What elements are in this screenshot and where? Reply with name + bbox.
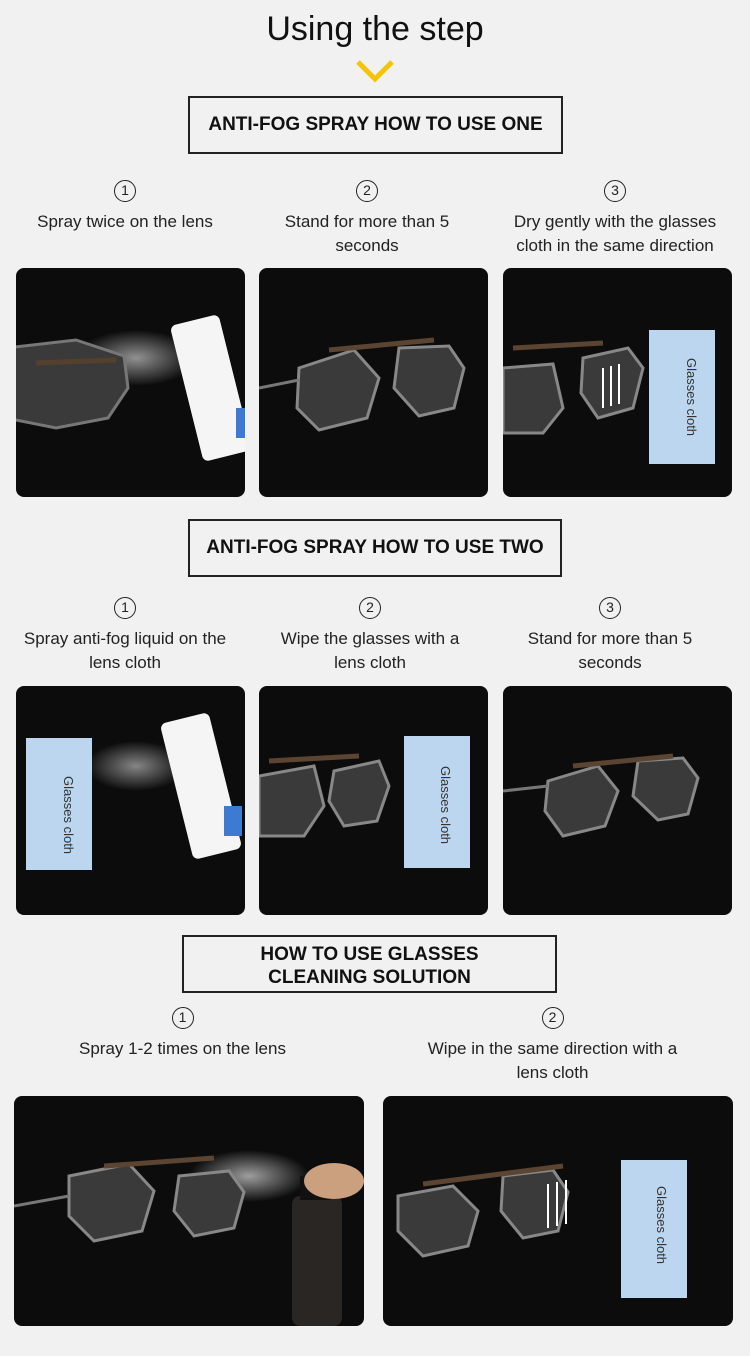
step-item — [420, 1007, 685, 1085]
step-number: 1 — [172, 1007, 194, 1029]
step-text: Spray anti-fog liquid on the lens cloth — [23, 629, 227, 672]
photo-glasses-wait-2 — [503, 686, 732, 915]
section-heading — [182, 935, 557, 993]
step-text: Wipe in the same direction with a lens cloth — [427, 1039, 678, 1082]
step-text: Dry gently with the glasses cloth in the same direction — [513, 212, 717, 255]
step-number: 2 — [356, 180, 378, 202]
cloth-label: Glasses cloth — [684, 358, 699, 437]
cloth-label: Glasses cloth — [654, 1186, 669, 1265]
step-item — [500, 180, 730, 258]
section-heading-line2: CLEANING SOLUTION — [268, 967, 471, 988]
page-title: Using the step — [266, 10, 484, 48]
step-item — [60, 1007, 305, 1061]
photo-spray-lens — [16, 268, 245, 497]
photo-spray-cloth — [16, 686, 245, 915]
step-number: 3 — [604, 180, 626, 202]
step-text: Spray 1-2 times on the lens — [79, 1039, 286, 1058]
cloth-label: Glasses cloth — [438, 766, 453, 845]
step-item — [20, 180, 230, 234]
step-number: 2 — [542, 1007, 564, 1029]
step-text: Wipe the glasses with a lens cloth — [280, 629, 460, 672]
section-heading: ANTI-FOG SPRAY HOW TO USE ONE — [188, 96, 563, 154]
step-text: Spray twice on the lens — [37, 212, 213, 231]
step-number: 2 — [359, 597, 381, 619]
photo-dry-with-cloth — [503, 268, 732, 497]
step-number: 1 — [114, 180, 136, 202]
step-item — [262, 180, 472, 258]
step-item — [505, 597, 715, 675]
cloth-label: Glasses cloth — [61, 776, 76, 855]
photo-wipe-glasses — [259, 686, 488, 915]
chevron-down-icon — [355, 58, 395, 84]
step-item — [20, 597, 230, 675]
section-heading: ANTI-FOG SPRAY HOW TO USE TWO — [188, 519, 562, 577]
step-text: Stand for more than 5 seconds — [284, 212, 450, 255]
step-item — [265, 597, 475, 675]
photo-wipe-direction — [383, 1096, 733, 1326]
section-heading-line1: HOW TO USE GLASSES — [260, 944, 479, 965]
step-text: Stand for more than 5 seconds — [527, 629, 693, 672]
photo-glasses-wait — [259, 268, 488, 497]
step-number: 1 — [114, 597, 136, 619]
step-number: 3 — [599, 597, 621, 619]
photo-spray-bottle — [14, 1096, 364, 1326]
